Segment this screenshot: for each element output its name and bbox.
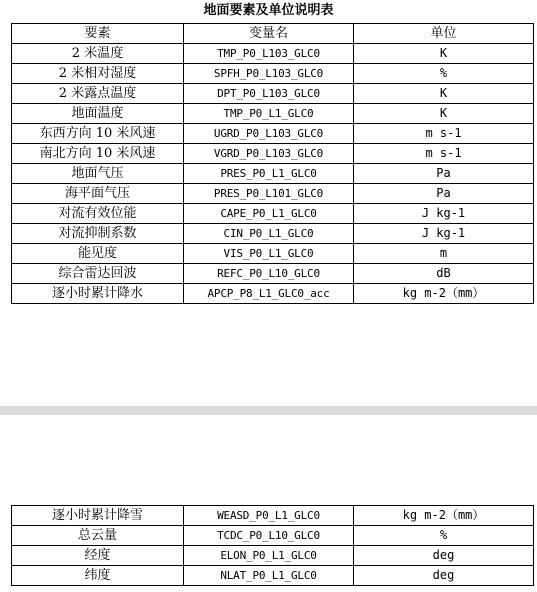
unit-cell: Pa	[354, 164, 534, 184]
element-cell: 2 米露点温度	[12, 84, 184, 104]
table-row	[12, 244, 534, 264]
table-row	[12, 546, 534, 566]
table-header-row	[12, 24, 534, 44]
surface-elements-table	[11, 23, 534, 304]
element-cell: 对流有效位能	[12, 204, 184, 224]
table-row	[12, 164, 534, 184]
varname-cell: PRES_P0_L101_GLC0	[184, 184, 354, 204]
element-cell: 海平面气压	[12, 184, 184, 204]
table-row	[12, 64, 534, 84]
varname-cell: CAPE_P0_L1_GLC0	[184, 204, 354, 224]
element-cell: 经度	[12, 546, 184, 566]
unit-cell: K	[354, 44, 534, 64]
table-row	[12, 506, 534, 526]
varname-cell: APCP_P8_L1_GLC0_acc	[184, 284, 354, 304]
element-cell: 逐小时累计降水	[12, 284, 184, 304]
table-row	[12, 264, 534, 284]
header-unit: 单位	[354, 24, 534, 44]
unit-cell: kg m-2（mm）	[354, 506, 534, 526]
unit-cell: K	[354, 84, 534, 104]
table-row	[12, 144, 534, 164]
varname-cell: TMP_P0_L1_GLC0	[184, 104, 354, 124]
unit-cell: deg	[354, 546, 534, 566]
unit-cell: %	[354, 64, 534, 84]
element-cell: 综合雷达回波	[12, 264, 184, 284]
unit-cell: dB	[354, 264, 534, 284]
element-cell: 能见度	[12, 244, 184, 264]
unit-cell: J kg-1	[354, 224, 534, 244]
varname-cell: NLAT_P0_L1_GLC0	[184, 566, 354, 586]
table-row	[12, 104, 534, 124]
surface-elements-table-continued	[11, 505, 534, 586]
header-element: 要素	[12, 24, 184, 44]
unit-cell: m s-1	[354, 124, 534, 144]
table-row	[12, 124, 534, 144]
unit-cell: K	[354, 104, 534, 124]
element-cell: 总云量	[12, 526, 184, 546]
table-row	[12, 526, 534, 546]
varname-cell: UGRD_P0_L103_GLC0	[184, 124, 354, 144]
page-break-divider	[0, 406, 537, 415]
table-row	[12, 284, 534, 304]
element-cell: 纬度	[12, 566, 184, 586]
table-title: 地面要素及单位说明表	[203, 3, 334, 18]
varname-cell: SPFH_P0_L103_GLC0	[184, 64, 354, 84]
unit-cell: J kg-1	[354, 204, 534, 224]
unit-cell: m s-1	[354, 144, 534, 164]
table-row	[12, 184, 534, 204]
header-varname: 变量名	[184, 24, 354, 44]
table-row	[12, 84, 534, 104]
varname-cell: WEASD_P0_L1_GLC0	[184, 506, 354, 526]
table-row	[12, 204, 534, 224]
varname-cell: PRES_P0_L1_GLC0	[184, 164, 354, 184]
varname-cell: ELON_P0_L1_GLC0	[184, 546, 354, 566]
element-cell: 2 米温度	[12, 44, 184, 64]
element-cell: 地面气压	[12, 164, 184, 184]
element-cell: 2 米相对湿度	[12, 64, 184, 84]
varname-cell: VGRD_P0_L103_GLC0	[184, 144, 354, 164]
table-row	[12, 566, 534, 586]
unit-cell: Pa	[354, 184, 534, 204]
element-cell: 逐小时累计降雪	[12, 506, 184, 526]
varname-cell: VIS_P0_L1_GLC0	[184, 244, 354, 264]
unit-cell: m	[354, 244, 534, 264]
element-cell: 南北方向 10 米风速	[12, 144, 184, 164]
table-row	[12, 224, 534, 244]
varname-cell: TMP_P0_L103_GLC0	[184, 44, 354, 64]
varname-cell: DPT_P0_L103_GLC0	[184, 84, 354, 104]
element-cell: 东西方向 10 米风速	[12, 124, 184, 144]
varname-cell: CIN_P0_L1_GLC0	[184, 224, 354, 244]
unit-cell: deg	[354, 566, 534, 586]
unit-cell: %	[354, 526, 534, 546]
varname-cell: TCDC_P0_L10_GLC0	[184, 526, 354, 546]
unit-cell: kg m-2（mm）	[354, 284, 534, 304]
element-cell: 对流抑制系数	[12, 224, 184, 244]
varname-cell: REFC_P0_L10_GLC0	[184, 264, 354, 284]
table-row	[12, 44, 534, 64]
element-cell: 地面温度	[12, 104, 184, 124]
